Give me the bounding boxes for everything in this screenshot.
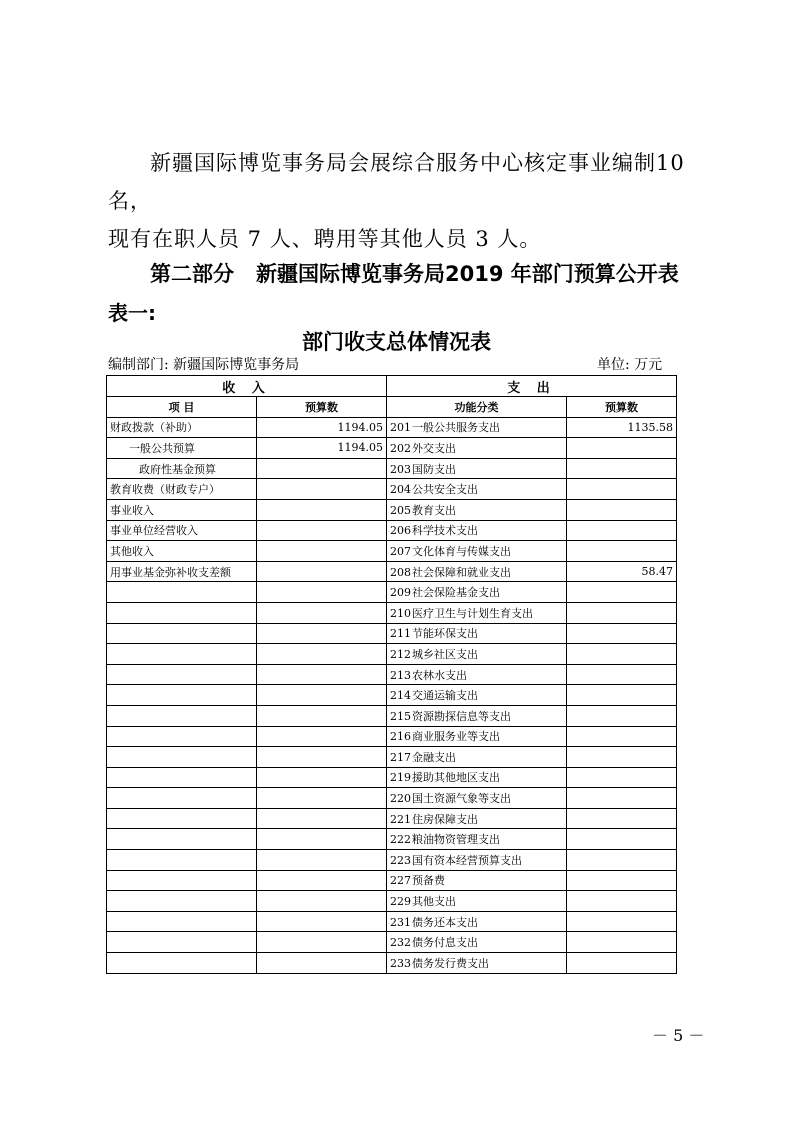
income-item-cell	[107, 705, 257, 726]
income-budget-cell	[257, 891, 387, 912]
expense-budget-cell	[567, 726, 677, 747]
func-name: 社会保险基金支出	[412, 586, 500, 600]
func-name: 国有资本经营预算支出	[412, 853, 522, 867]
func-class-cell	[387, 911, 567, 932]
func-code: 203	[390, 462, 411, 476]
func-name: 住房保障支出	[412, 812, 478, 826]
func-code: 213	[390, 668, 411, 682]
func-code: 214	[390, 689, 411, 703]
table-row	[107, 767, 677, 788]
income-item-cell: 教育收费（财政专户）	[107, 479, 257, 500]
func-code: 208	[390, 565, 411, 579]
table-row	[107, 479, 677, 500]
table-row	[107, 499, 677, 520]
section-part: 第二部分	[150, 262, 234, 286]
income-item-cell	[107, 891, 257, 912]
func-code: 221	[390, 812, 411, 826]
col-budget-income-header: 预算数	[257, 397, 387, 418]
income-budget-cell	[257, 747, 387, 768]
income-budget-cell	[257, 664, 387, 685]
func-code: 220	[390, 792, 411, 806]
func-name: 国土资源气象等支出	[412, 792, 511, 806]
func-class-cell	[387, 582, 567, 603]
income-item-cell: 其他收入	[107, 541, 257, 562]
expense-budget-cell	[567, 953, 677, 974]
table-row	[107, 726, 677, 747]
table-row	[107, 953, 677, 974]
prepared-by: 编制部门: 新疆国际博览事务局	[108, 357, 300, 373]
expense-budget-cell	[567, 520, 677, 541]
func-class-cell	[387, 438, 567, 459]
income-item-cell	[107, 953, 257, 974]
income-item-cell: 政府性基金预算	[107, 458, 257, 479]
table-row	[107, 891, 677, 912]
income-budget-cell	[257, 582, 387, 603]
income-budget-cell	[257, 499, 387, 520]
income-budget-cell	[257, 726, 387, 747]
intro-line-1: 新疆国际博览事务局会展综合服务中心核定事业编制10名，	[108, 151, 685, 213]
income-budget-cell	[257, 705, 387, 726]
func-class-cell	[387, 479, 567, 500]
expense-budget-cell	[567, 705, 677, 726]
income-budget-cell	[257, 932, 387, 953]
page-number: － 5 －	[652, 1026, 705, 1045]
income-item-cell	[107, 808, 257, 829]
func-code: 205	[390, 503, 411, 517]
func-class-cell	[387, 664, 567, 685]
expense-budget-cell	[567, 685, 677, 706]
table-row	[107, 417, 677, 438]
table-row	[107, 932, 677, 953]
func-name: 一般公共服务支出	[412, 421, 500, 435]
expense-budget-cell	[567, 788, 677, 809]
table-row	[107, 911, 677, 932]
func-code: 211	[390, 627, 411, 641]
table-row	[107, 850, 677, 871]
func-code: 215	[390, 709, 411, 723]
col-item-header: 项 目	[107, 397, 257, 418]
func-code: 219	[390, 771, 411, 785]
expense-budget-cell	[567, 479, 677, 500]
func-class-cell	[387, 808, 567, 829]
func-class-cell	[387, 870, 567, 891]
income-item-cell: 事业收入	[107, 499, 257, 520]
table-title: 部门收支总体情况表	[302, 330, 491, 354]
table-row	[107, 520, 677, 541]
func-name: 援助其他地区支出	[412, 771, 500, 785]
income-item-cell	[107, 664, 257, 685]
table-row	[107, 870, 677, 891]
func-class-cell	[387, 561, 567, 582]
func-class-cell	[387, 417, 567, 438]
expense-budget-cell	[567, 664, 677, 685]
income-budget-cell	[257, 479, 387, 500]
expense-budget-cell	[567, 932, 677, 953]
expense-budget-cell	[567, 808, 677, 829]
func-class-cell	[387, 458, 567, 479]
income-budget-cell	[257, 911, 387, 932]
table-label: 表一:	[108, 301, 156, 325]
func-class-cell	[387, 891, 567, 912]
func-code: 206	[390, 524, 411, 538]
income-item-cell	[107, 911, 257, 932]
group-expense-header: 支 出	[387, 376, 677, 397]
expense-budget-cell	[567, 911, 677, 932]
func-name: 社会保障和就业支出	[412, 565, 511, 579]
income-item-cell	[107, 582, 257, 603]
table-row	[107, 644, 677, 665]
table-row	[107, 705, 677, 726]
income-item-cell	[107, 767, 257, 788]
table-row	[107, 623, 677, 644]
func-code: 207	[390, 544, 411, 558]
expense-budget-cell	[567, 438, 677, 459]
func-name: 交通运输支出	[412, 689, 478, 703]
income-budget-cell	[257, 541, 387, 562]
table-row	[107, 458, 677, 479]
income-budget-cell	[257, 870, 387, 891]
func-name: 医疗卫生与计划生育支出	[412, 606, 533, 620]
table-row	[107, 438, 677, 459]
intro-line-2: 现有在职人员 7 人、聘用等其他人员 3 人。	[108, 227, 542, 251]
func-code: 204	[390, 483, 411, 497]
func-name: 国防支出	[412, 462, 456, 476]
func-code: 216	[390, 730, 411, 744]
func-name: 其他支出	[412, 895, 456, 909]
income-budget-cell: 1194.05	[257, 417, 387, 438]
func-name: 外交支出	[412, 441, 456, 455]
expense-budget-cell	[567, 458, 677, 479]
table-group-header	[107, 376, 677, 397]
func-code: 217	[390, 750, 411, 764]
func-class-cell	[387, 644, 567, 665]
income-budget-cell	[257, 767, 387, 788]
expense-budget-cell	[567, 499, 677, 520]
expense-budget-cell	[567, 582, 677, 603]
table-row	[107, 747, 677, 768]
func-code: 233	[390, 956, 411, 970]
income-budget-cell	[257, 520, 387, 541]
func-class-cell	[387, 602, 567, 623]
func-code: 210	[390, 606, 411, 620]
func-name: 科学技术支出	[412, 524, 478, 538]
func-name: 金融支出	[412, 750, 456, 764]
income-item-cell	[107, 870, 257, 891]
func-name: 节能环保支出	[412, 627, 478, 641]
budget-table	[106, 375, 677, 974]
income-budget-cell	[257, 458, 387, 479]
func-code: 222	[390, 833, 411, 847]
income-item-cell: 一般公共预算	[107, 438, 257, 459]
func-class-cell	[387, 499, 567, 520]
expense-budget-cell	[567, 829, 677, 850]
income-budget-cell	[257, 788, 387, 809]
income-budget-cell	[257, 829, 387, 850]
table-row	[107, 808, 677, 829]
func-name: 预备费	[412, 874, 445, 888]
col-func-header: 功能分类	[387, 397, 567, 418]
income-item-cell: 用事业基金弥补收支差额	[107, 561, 257, 582]
func-name: 债务还本支出	[412, 915, 478, 929]
income-budget-cell	[257, 850, 387, 871]
func-name: 农林水支出	[412, 668, 467, 682]
func-class-cell	[387, 767, 567, 788]
group-income-header: 收 入	[107, 376, 387, 397]
func-class-cell	[387, 747, 567, 768]
expense-budget-cell	[567, 747, 677, 768]
func-class-cell	[387, 850, 567, 871]
expense-budget-cell: 1135.58	[567, 417, 677, 438]
expense-budget-cell	[567, 850, 677, 871]
income-budget-cell	[257, 808, 387, 829]
unit-label: 单位: 万元	[597, 357, 663, 373]
func-code: 201	[390, 421, 411, 435]
func-name: 文化体育与传媒支出	[412, 544, 511, 558]
income-item-cell	[107, 623, 257, 644]
expense-budget-cell	[567, 541, 677, 562]
table-column-header	[107, 397, 677, 418]
expense-budget-cell	[567, 602, 677, 623]
expense-budget-cell	[567, 870, 677, 891]
func-name: 商业服务业等支出	[412, 730, 500, 744]
func-code: 223	[390, 853, 411, 867]
func-code: 227	[390, 874, 411, 888]
section-heading	[150, 258, 679, 288]
func-name: 资源勘探信息等支出	[412, 709, 511, 723]
expense-budget-cell: 58.47	[567, 561, 677, 582]
table-row	[107, 582, 677, 603]
func-name: 粮油物资管理支出	[412, 833, 500, 847]
table-row	[107, 829, 677, 850]
func-class-cell	[387, 788, 567, 809]
func-code: 229	[390, 895, 411, 909]
func-code: 232	[390, 936, 411, 950]
func-class-cell	[387, 953, 567, 974]
func-code: 209	[390, 586, 411, 600]
func-code: 212	[390, 647, 411, 661]
func-class-cell	[387, 726, 567, 747]
income-budget-cell	[257, 623, 387, 644]
func-name: 债务付息支出	[412, 936, 478, 950]
func-name: 城乡社区支出	[412, 647, 478, 661]
table-row	[107, 602, 677, 623]
func-class-cell	[387, 705, 567, 726]
func-class-cell	[387, 541, 567, 562]
income-item-cell	[107, 644, 257, 665]
income-item-cell	[107, 932, 257, 953]
income-item-cell	[107, 747, 257, 768]
income-item-cell	[107, 850, 257, 871]
func-code: 202	[390, 441, 411, 455]
table-row	[107, 685, 677, 706]
income-item-cell	[107, 726, 257, 747]
income-item-cell	[107, 685, 257, 706]
func-code: 231	[390, 915, 411, 929]
intro-paragraph	[108, 144, 698, 258]
income-budget-cell	[257, 953, 387, 974]
table-row	[107, 561, 677, 582]
table-row	[107, 788, 677, 809]
section-title: 新疆国际博览事务局2019 年部门预算公开表	[256, 262, 679, 286]
func-class-cell	[387, 520, 567, 541]
expense-budget-cell	[567, 891, 677, 912]
income-budget-cell	[257, 685, 387, 706]
func-class-cell	[387, 685, 567, 706]
income-item-cell	[107, 829, 257, 850]
func-class-cell	[387, 623, 567, 644]
func-name: 债务发行费支出	[412, 956, 489, 970]
income-budget-cell	[257, 602, 387, 623]
expense-budget-cell	[567, 767, 677, 788]
func-class-cell	[387, 932, 567, 953]
income-budget-cell	[257, 561, 387, 582]
income-item-cell: 事业单位经营收入	[107, 520, 257, 541]
income-item-cell: 财政拨款（补助）	[107, 417, 257, 438]
income-item-cell	[107, 602, 257, 623]
func-name: 公共安全支出	[412, 483, 478, 497]
income-budget-cell: 1194.05	[257, 438, 387, 459]
income-budget-cell	[257, 644, 387, 665]
table-row	[107, 541, 677, 562]
col-budget-expense-header: 预算数	[567, 397, 677, 418]
func-name: 教育支出	[412, 503, 456, 517]
income-item-cell	[107, 788, 257, 809]
expense-budget-cell	[567, 623, 677, 644]
expense-budget-cell	[567, 644, 677, 665]
table-row	[107, 664, 677, 685]
func-class-cell	[387, 829, 567, 850]
